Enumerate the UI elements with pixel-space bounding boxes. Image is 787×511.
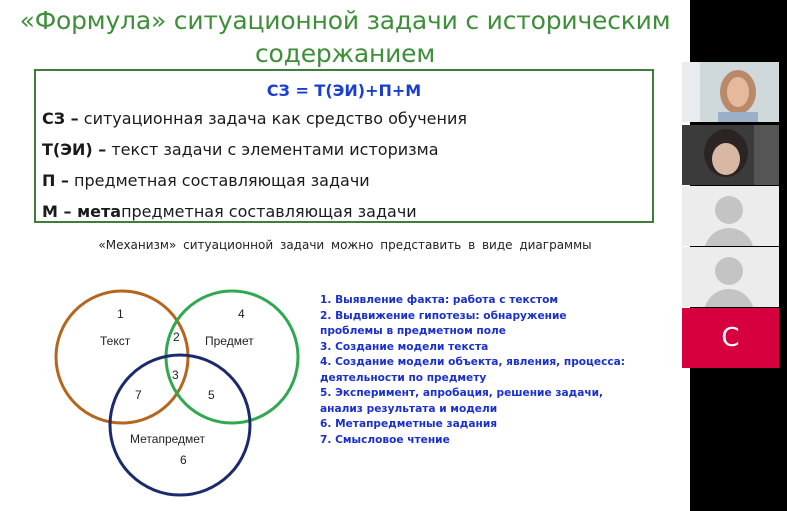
formula-box (34, 69, 654, 223)
definition-text: предметная составляющая задачи (68, 171, 370, 190)
participant-tile-initial[interactable] (682, 308, 779, 368)
definition-p (42, 171, 370, 190)
legend-item: деятельности по предмету (320, 371, 487, 384)
definition-term: П – (42, 171, 69, 190)
venn-region-number: 7 (135, 388, 142, 402)
legend-item: 3. Создание модели текста (320, 340, 489, 353)
legend-item: 6. Метапредметные задания (320, 418, 498, 430)
slide-title-line2: содержанием (254, 39, 436, 68)
diagram-caption: «Механизм» ситуационной задачи можно представить в виде диаграммы (98, 238, 592, 252)
venn-region-number: 6 (180, 453, 187, 467)
participant-video-tile[interactable] (682, 125, 779, 185)
avatar-body-icon (704, 228, 754, 246)
avatar-icon (715, 196, 743, 224)
venn-region-number: 1 (117, 307, 124, 321)
definition-m (42, 202, 417, 221)
venn-region-number: 5 (208, 388, 215, 402)
participant-video-icon (682, 125, 779, 185)
definition-term: М – мета (42, 202, 122, 221)
legend-item: 4. Создание модели объекта, явления, процесса: (320, 356, 626, 368)
participant-video-icon (682, 62, 779, 122)
venn-region-number: 4 (238, 307, 245, 321)
venn-region-number: 2 (173, 330, 180, 344)
participant-tile[interactable] (682, 186, 779, 246)
definition-t (42, 140, 439, 159)
participant-video-tile[interactable] (682, 62, 779, 122)
legend-item: анализ результата и модели (320, 402, 498, 415)
legend-item: проблемы в предметном поле (320, 325, 506, 337)
avatar-icon (715, 257, 743, 285)
venn-circle-meta (110, 355, 250, 495)
slide-title-line1: «Формула» ситуационной задачи с историческим (19, 6, 671, 35)
definition-text: ситуационная задача как средство обучения (78, 109, 468, 128)
participant-initial: С (721, 323, 740, 353)
slide-title (0, 4, 690, 70)
venn-diagram (0, 270, 320, 500)
venn-label-subject: Предмет (205, 334, 254, 348)
definition-term: СЗ – (42, 109, 79, 128)
legend-item: 1. Выявление факта: работа с текстом (320, 294, 559, 306)
definition-sz (42, 109, 467, 128)
definition-term: Т(ЭИ) – (42, 140, 107, 159)
venn-label-text: Текст (100, 334, 131, 348)
avatar-body-icon (704, 289, 754, 307)
diagram-legend (320, 293, 650, 448)
legend-item: 5. Эксперимент, апробация, решение задачи, (320, 387, 604, 399)
definition-text: текст задачи с элементами историзма (106, 140, 439, 159)
legend-item: 2. Выдвижение гипотезы: обнаружение (320, 309, 567, 322)
venn-circle-subject (166, 291, 298, 423)
venn-label-meta: Метапредмет (130, 432, 206, 446)
venn-region-number: 3 (172, 368, 179, 382)
definition-text: предметная составляющая задачи (121, 202, 417, 221)
legend-item: 7. Смысловое чтение (320, 433, 450, 446)
formula-text: СЗ = Т(ЭИ)+П+М (266, 81, 422, 100)
participant-tile[interactable] (682, 247, 779, 307)
